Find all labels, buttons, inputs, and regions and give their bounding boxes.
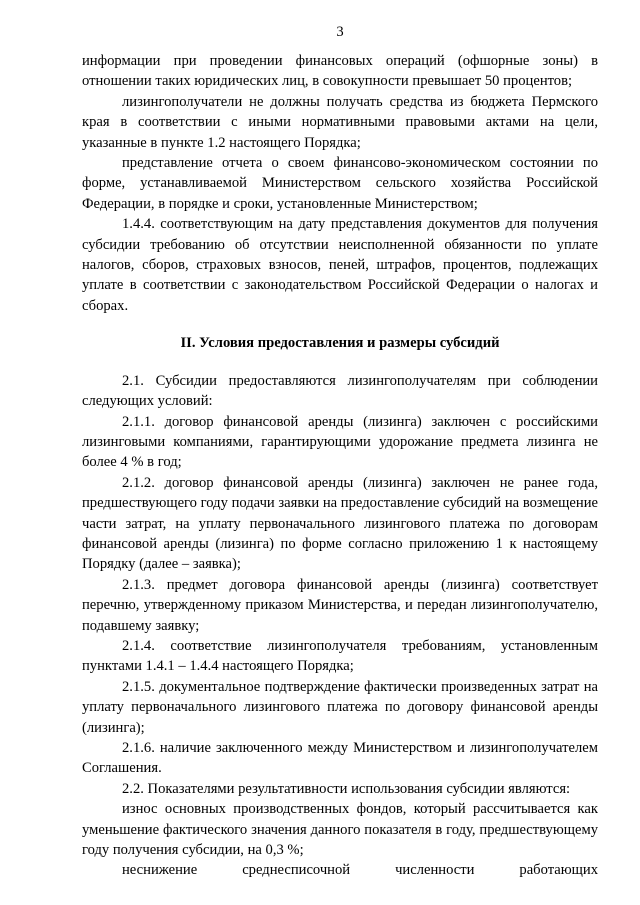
paragraph-2-1-1: 2.1.1. договор финансовой аренды (лизинга) заключен с российскими лизинговыми компаниями, гарантирующими удорожание предмета лизинга не более 4 % в год; [82,413,598,471]
paragraph-2-1-4: 2.1.4. соответствие лизингополучателя требованиям, установленным пунктами 1.4.1 – 1.4.4 настоящего Порядка; [82,637,598,675]
paragraph-budget: лизингополучатели не должны получать средства из бюджета Пермского края в соответствии с иными нормативными правовыми актами на цели, указанные в пункте 1.2 настоящего Порядка; [82,93,598,151]
paragraph-2-2: 2.2. Показателями результативности использования субсидии являются: [122,780,571,797]
paragraph-report: представление отчета о своем финансово-экономическом состоянии по форме, устанавливаемой Министерством сельского хозяйства Российской Федерации, в порядке и сроки, установленные Министерством; [82,155,598,212]
paragraph-2-1-3: 2.1.3. предмет договора финансовой аренды (лизинга) соответствует перечню, утвержденному приказом Министерства, и передан лизингополучателю, подавшему заявку; [82,576,598,634]
paragraphs-after [82,371,598,881]
document-page [82,22,598,881]
paragraphs-before [82,51,598,316]
paragraph-offshore: информации при проведении финансовых операций (офшорные зоны) в отношении таких юридических лиц, в совокупности превышает 50 процентов; [82,53,598,90]
page-number: 3 [336,24,344,40]
section-heading: II. Условия предоставления и размеры субсидий [180,335,500,352]
paragraph-1-4-4: 1.4.4. соответствующим на дату представления документов для получения субсидии требованию об отсутствии неисполненной обязанности по уплате налогов, сборов, страховых взносов, пеней, штрафов, процентов, подлежащих уплате в соответствии с законодательством Российской Федерации о налогах и сборах. [82,216,598,314]
paragraph-headcount: неснижение среднесписочной численности работающих [122,862,598,879]
paragraph-2-1-5: 2.1.5. документальное подтверждение фактически произведенных затрат на уплату первоначального лизингового платежа по договору финансовой аренды (лизинга); [82,678,598,736]
paragraph-2-1: 2.1. Субсидии предоставляются лизингополучателям при соблюдении следующих условий: [82,372,598,410]
paragraph-2-1-6: 2.1.6. наличие заключенного между Министерством и лизингополучателем Соглашения. [82,740,598,777]
paragraph-wear: износ основных производственных фондов, который рассчитывается как уменьшение фактического значения данного показателя в году, предшествующему году получения субсидии, на 0,3 %; [82,801,598,859]
paragraph-2-1-2: 2.1.2. договор финансовой аренды (лизинга) заключен не ранее года, предшествующего году подачи заявки на предоставление субсидий на возмещение части затрат, на уплату первоначального лизингового платежа по договорам финансовой аренды (лизинга) по форме согласно приложению 1 к настоящему Порядку (далее – заявка); [82,474,598,573]
